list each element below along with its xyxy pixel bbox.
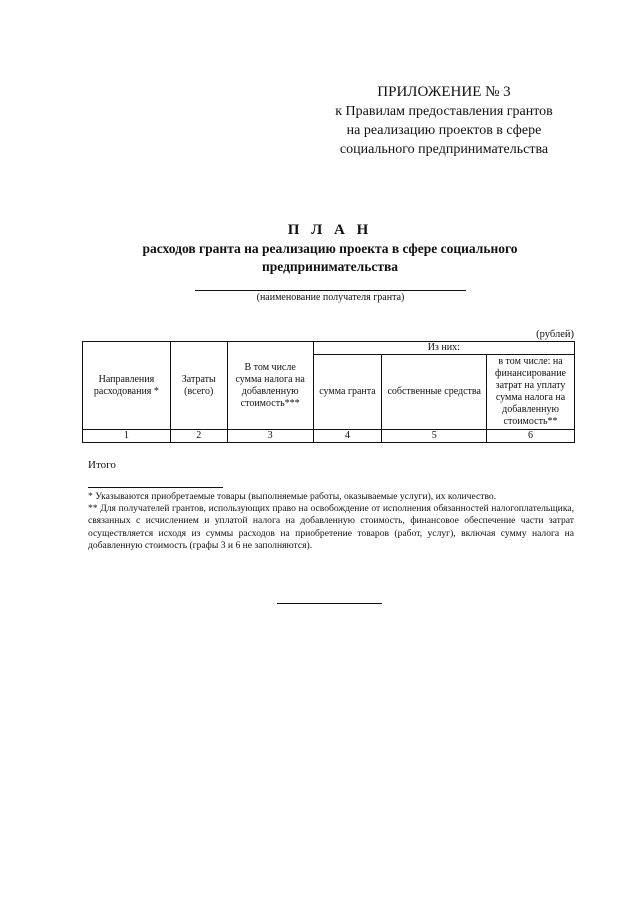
appendix-title: ПРИЛОЖЕНИЕ № 3 [377,84,511,100]
plan-subtitle-line-2: предпринимательства [261,259,399,274]
header-directions: Направления расходования * [83,342,171,430]
total-label: Итого [88,459,116,471]
appendix-line-2: на реализацию проектов в сфере [346,123,542,138]
column-number: 6 [487,430,575,443]
end-separator-line [277,603,382,604]
header-of-which: Из них: [313,342,574,355]
column-number: 3 [227,430,313,443]
header-vat-financing: в том числе: на финансирование затрат на уплату сумма налога на добавленную стоимость** [487,355,575,430]
column-numbers-row [83,430,575,443]
plan-subtitle [90,240,570,276]
column-number: 4 [313,430,382,443]
recipient-name-line [195,290,466,291]
table-header-row-1 [83,342,575,355]
recipient-name-caption: (наименование получателя гранта) [256,292,405,303]
column-number: 2 [170,430,227,443]
footnote-separator [88,487,223,488]
column-number: 5 [382,430,487,443]
plan-title: П Л А Н [287,222,373,238]
footnotes [88,491,574,552]
footnote-2: ** Для получателей грантов, использующих право на освобождение от исполнения обязанностей налогоплательщика, связанных с исчислением и уплатой налога на добавленную стоимость, финансовое обеспечение части затрат осуществляется исходя из суммы расходов на приобретение товаров (работ, услуг), включая сумму налога на добавленную стоимость (графы 3 и 6 не заполняются). [88,503,574,551]
plan-subtitle-line-1: расходов гранта на реализацию проекта в сфере социального [142,241,518,256]
header-own-funds: собственные средства [382,355,487,430]
appendix-header [310,83,578,159]
expense-plan-table [82,341,575,443]
column-number: 1 [83,430,171,443]
appendix-line-1: к Правилам предоставления грантов [335,104,553,119]
header-total-costs: Затраты (всего) [170,342,227,430]
header-grant-amount: сумма гранта [313,355,382,430]
units-label: (рублей) [536,329,574,340]
appendix-line-3: социального предпринимательства [339,142,549,157]
footnote-1: * Указываются приобретаемые товары (выполняемые работы, оказываемые услуги), их количество. [88,491,497,502]
header-vat-amount: В том числе сумма налога на добавленную стоимость*** [227,342,313,430]
